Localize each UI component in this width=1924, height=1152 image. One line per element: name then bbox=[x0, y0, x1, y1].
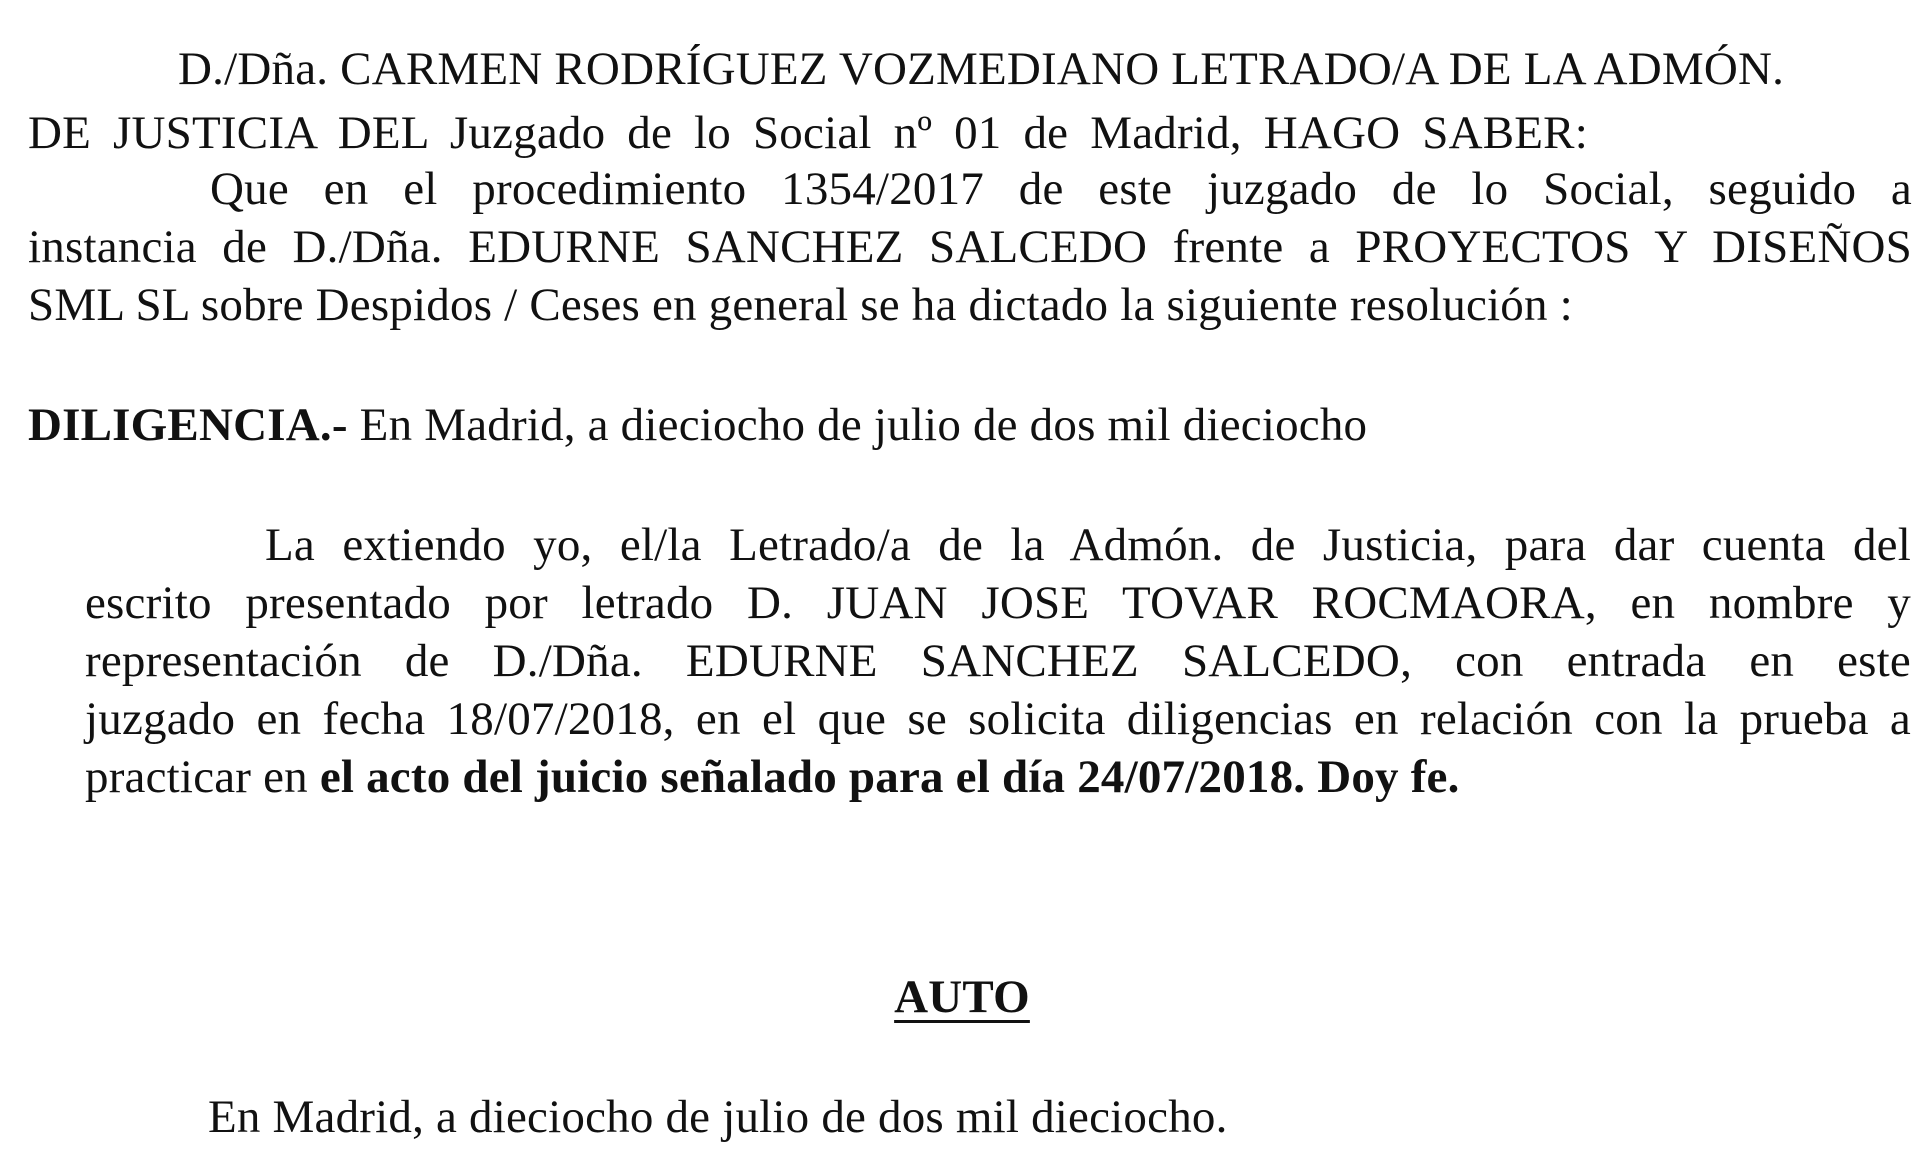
body-line-5-plain: practicar en bbox=[85, 751, 320, 803]
auto-heading: AUTO bbox=[894, 971, 1030, 1023]
diligencia-text: En Madrid, a dieciocho de julio de dos mil dieciocho bbox=[347, 399, 1368, 451]
diligencia-paragraph bbox=[28, 396, 1367, 454]
body-line-5 bbox=[85, 748, 1460, 806]
header-line-1: D./Dña. CARMEN RODRÍGUEZ VOZMEDIANO LETRADO/A DE LA ADMÓN. bbox=[178, 43, 1785, 95]
intro-line-2: instancia de D./Dña. EDURNE SANCHEZ SALCEDO frente a PROYECTOS Y DISEÑOS bbox=[28, 221, 1912, 273]
auto-date-line: En Madrid, a dieciocho de julio de dos mil dieciocho. bbox=[208, 1091, 1228, 1143]
intro-line-3: SML SL sobre Despidos / Ceses en general se ha dictado la siguiente resolución : bbox=[28, 279, 1573, 331]
header-line-2: DE JUSTICIA DEL Juzgado de lo Social nº 01 de Madrid, HAGO SABER: bbox=[28, 107, 1588, 159]
body-line-4: juzgado en fecha 18/07/2018, en el que se solicita diligencias en relación con la prueba a bbox=[85, 693, 1911, 745]
body-line-2: escrito presentado por letrado D. JUAN JOSE TOVAR ROCMAORA, en nombre y bbox=[85, 577, 1911, 629]
body-line-1: La extiendo yo, el/la Letrado/a de la Admón. de Justicia, para dar cuenta del bbox=[265, 519, 1911, 571]
diligencia-label: DILIGENCIA.- bbox=[28, 399, 348, 451]
intro-line-1: Que en el procedimiento 1354/2017 de este juzgado de lo Social, seguido a bbox=[210, 163, 1912, 215]
body-line-3: representación de D./Dña. EDURNE SANCHEZ SALCEDO, con entrada en este bbox=[85, 635, 1911, 687]
body-line-5-bold: el acto del juicio señalado para el día 24/07/2018. Doy fe. bbox=[319, 751, 1460, 803]
